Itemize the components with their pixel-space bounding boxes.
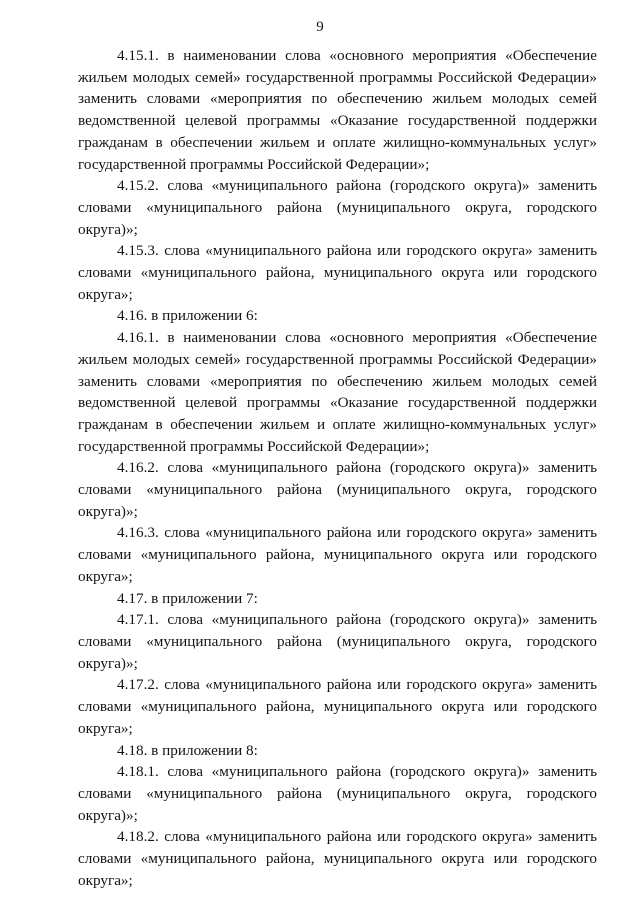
text-line: 4.16.2. слова «муниципального района (городского округа)» заменить (117, 459, 597, 477)
paragraph (78, 45, 597, 175)
text-line: словами «муниципального района, муниципального округа или городского (78, 698, 597, 716)
text-line: словами «муниципального района, муниципального округа или городского (78, 546, 597, 564)
text-line: заменить словами «мероприятия по обеспечению жильем молодых семей (78, 90, 597, 108)
text-line: 4.16.3. слова «муниципального района или городского округа» заменить (117, 524, 597, 542)
text-line: 4.15.1. в наименовании слова «основного мероприятия «Обеспечение (117, 47, 597, 64)
text-line: округа»; (78, 567, 133, 585)
text-line: округа»; (78, 719, 133, 737)
text-line: округа)»; (78, 220, 138, 238)
text-line: заменить словами «мероприятия по обеспечению жильем молодых семей (78, 372, 597, 390)
text-line: 4.16. в приложении 6: (117, 307, 258, 325)
text-line: словами «муниципального района (муниципального округа, городского (78, 784, 597, 802)
text-line: гражданам в обеспечении жильем и оплате жилищно-коммунальных услуг» (78, 133, 597, 151)
paragraph (78, 826, 597, 891)
paragraph (78, 588, 597, 610)
text-line: 4.18.1. слова «муниципального района (городского округа)» заменить (117, 763, 597, 781)
text-line: округа)»; (78, 654, 138, 672)
text-line: словами «муниципального района (муниципального округа, городского (78, 632, 597, 650)
text-line: жильем молодых семей» государственной программы Российской Федерации» (78, 350, 597, 368)
text-line: 4.18. в приложении 8: (117, 741, 258, 759)
paragraph (78, 740, 597, 762)
text-line: словами «муниципального района (муниципального округа, городского (78, 198, 597, 216)
text-line: словами «муниципального района (муниципального округа, городского (78, 481, 597, 499)
text-line: 4.15.3. слова «муниципального района или городского округа» заменить (117, 242, 597, 260)
paragraph (78, 522, 597, 587)
paragraph (78, 761, 597, 826)
text-line: 4.17.2. слова «муниципального района или городского округа» заменить (117, 676, 597, 694)
text-line: государственной программы Российской Федерации»; (78, 155, 430, 173)
paragraph (78, 327, 597, 457)
page-number: 9 (316, 19, 324, 35)
paragraph (78, 457, 597, 522)
text-line: гражданам в обеспечении жильем и оплате жилищно-коммунальных услуг» (78, 415, 597, 433)
text-line: округа»; (78, 285, 133, 303)
text-line: 4.18.2. слова «муниципального района или городского округа» заменить (117, 828, 597, 846)
text-line: округа)»; (78, 806, 138, 824)
text-line: округа)»; (78, 502, 138, 520)
text-line: 4.17. в приложении 7: (117, 589, 258, 607)
text-line: ведомственной целевой программы «Оказание государственной поддержки (78, 394, 597, 412)
paragraph (78, 674, 597, 739)
text-line: 4.17.1. слова «муниципального района (городского округа)» заменить (117, 611, 597, 629)
paragraph (78, 175, 597, 240)
paragraph (78, 240, 597, 305)
text-line: округа»; (78, 871, 133, 889)
text-line: словами «муниципального района, муниципального округа или городского (78, 850, 597, 868)
paragraph (78, 609, 597, 674)
paragraph (78, 305, 597, 327)
document-body (78, 45, 597, 891)
text-line: государственной программы Российской Федерации»; (78, 437, 430, 455)
text-line: словами «муниципального района, муниципального округа или городского (78, 264, 597, 282)
text-line: ведомственной целевой программы «Оказание государственной поддержки (78, 112, 597, 130)
text-line: 4.16.1. в наименовании слова «основного мероприятия «Обеспечение (117, 329, 597, 347)
text-line: жильем молодых семей» государственной программы Российской Федерации» (78, 68, 597, 86)
text-line: 4.15.2. слова «муниципального района (городского округа)» заменить (117, 177, 597, 195)
